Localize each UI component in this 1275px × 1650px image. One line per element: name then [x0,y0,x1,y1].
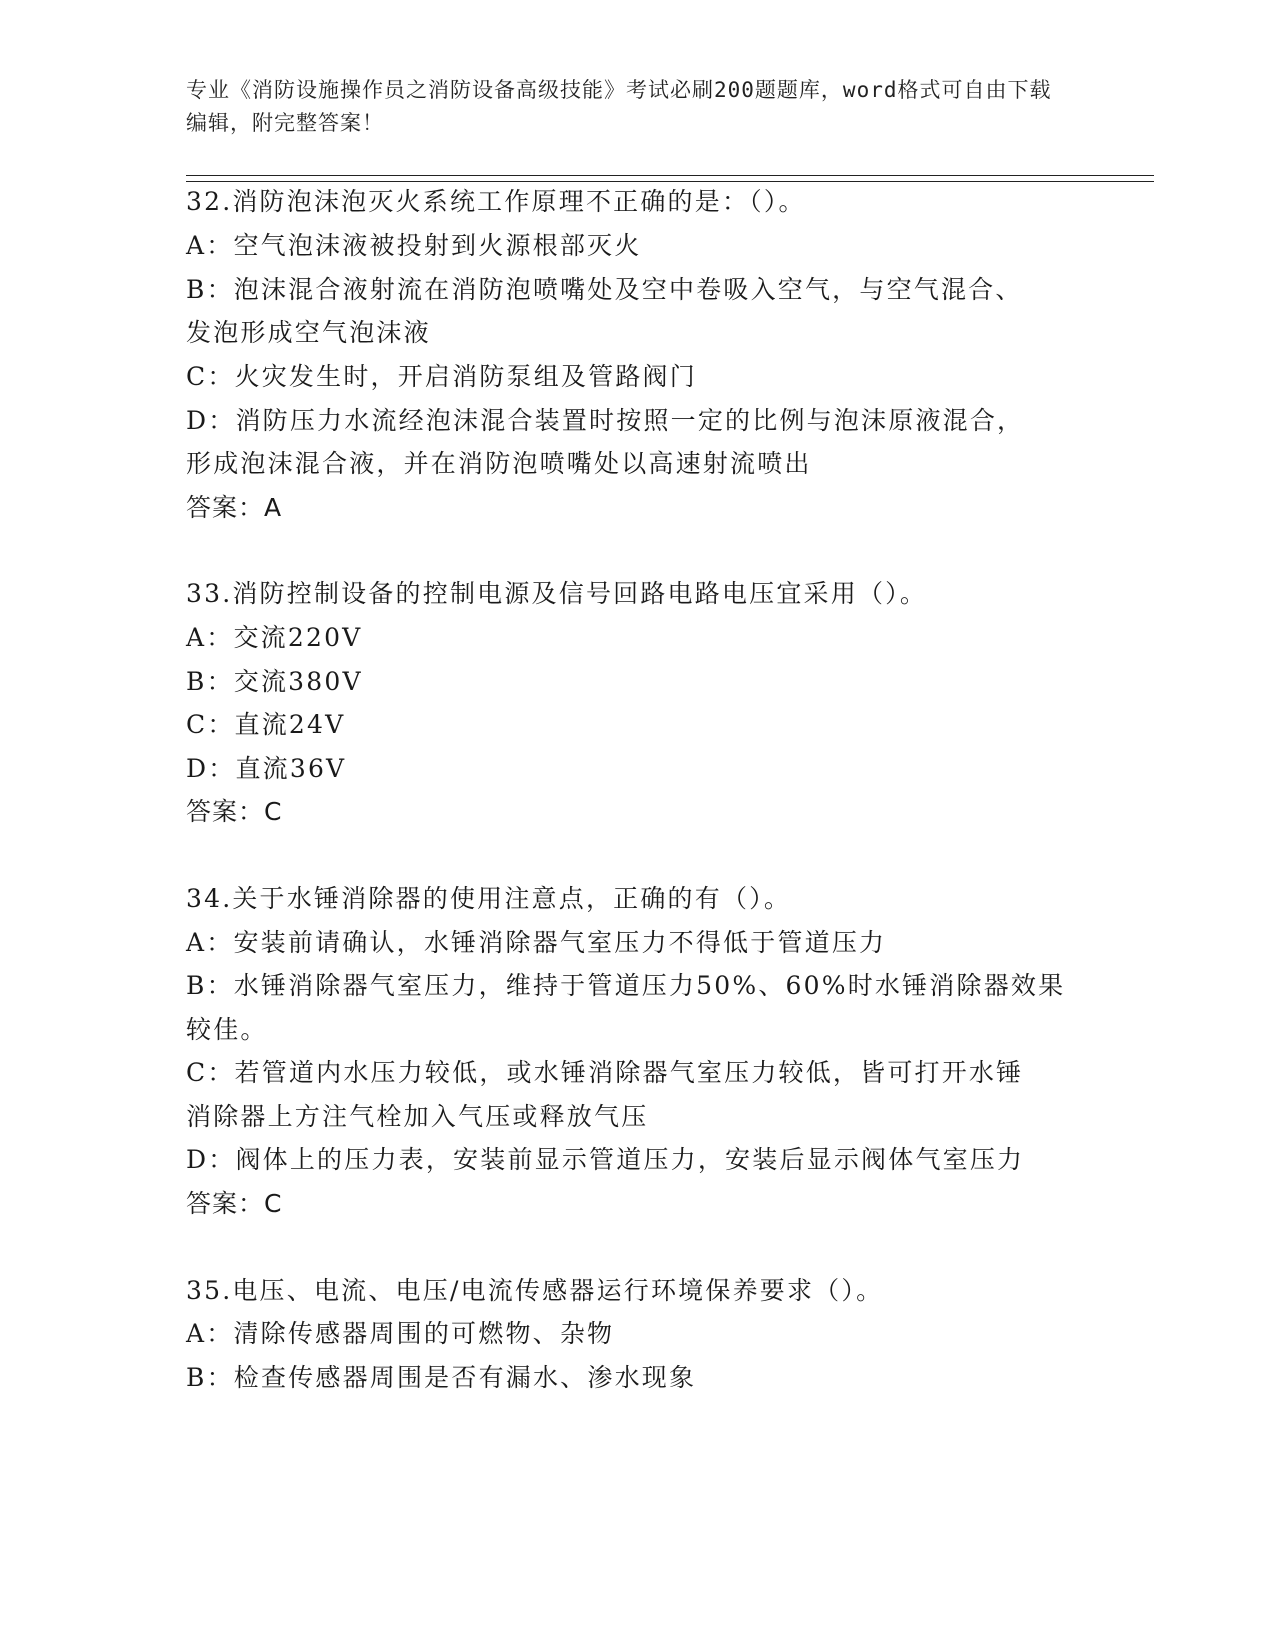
question-33-option-b: B：交流380V [186,667,363,696]
question-34-option-b-line2: 较佳。 [186,1015,268,1044]
question-33-option-c: C：直流24V [186,710,346,739]
question-35-option-b: B：检查传感器周围是否有漏水、渗水现象 [186,1363,697,1392]
question-34-option-d: D：阀体上的压力表，安装前显示管道压力，安装后显示阀体气室压力 [186,1145,1025,1174]
question-33-option-a: A：交流220V [186,623,363,652]
question-32-option-b-line2: 发泡形成空气泡沫液 [186,318,431,347]
question-33-answer: 答案：C [186,797,283,826]
question-32-option-d-line1: D：消防压力水流经泡沫混合装置时按照一定的比例与泡沫原液混合， [186,406,1025,435]
header-divider-top [186,175,1154,176]
question-35-stem: 35.电压、电流、电压/电流传感器运行环境保养要求（）。 [186,1276,884,1305]
question-32-option-d-line2: 形成泡沫混合液，并在消防泡喷嘴处以高速射流喷出 [186,449,812,478]
question-34-option-c-line1: C：若管道内水压力较低，或水锤消除器气室压力较低，皆可打开水锤 [186,1058,1024,1087]
question-34-stem: 34.关于水锤消除器的使用注意点，正确的有（）。 [186,884,792,913]
question-32-option-a: A：空气泡沫液被投射到火源根部灭火 [186,231,642,260]
header-divider-bottom [186,181,1154,182]
question-34-option-a: A：安装前请确认，水锤消除器气室压力不得低于管道压力 [186,928,887,957]
document-header: 专业《消防设施操作员之消防设备高级技能》考试必刷200题题库，word格式可自由下载编辑，附完整答案！ [186,78,1052,135]
question-32-option-b-line1: B：泡沫混合液射流在消防泡喷嘴处及空中卷吸入空气，与空气混合、 [186,275,1023,304]
question-34-option-b-line1: B：水锤消除器气室压力，维持于管道压力50%、60%时水锤消除器效果 [186,971,1066,1000]
question-32-stem: 32.消防泡沫泡灭火系统工作原理不正确的是：（）。 [186,187,806,216]
question-33-stem: 33.消防控制设备的控制电源及信号回路电路电压宜采用（）。 [186,579,928,608]
question-33-option-d: D：直流36V [186,754,347,783]
question-34-option-c-line2: 消除器上方注气栓加入气压或释放气压 [186,1102,649,1131]
question-35-option-a: A：清除传感器周围的可燃物、杂物 [186,1319,615,1348]
question-32-answer: 答案：A [186,493,283,522]
question-34-answer: 答案：C [186,1189,283,1218]
question-32-option-c: C：火灾发生时，开启消防泵组及管路阀门 [186,362,697,391]
